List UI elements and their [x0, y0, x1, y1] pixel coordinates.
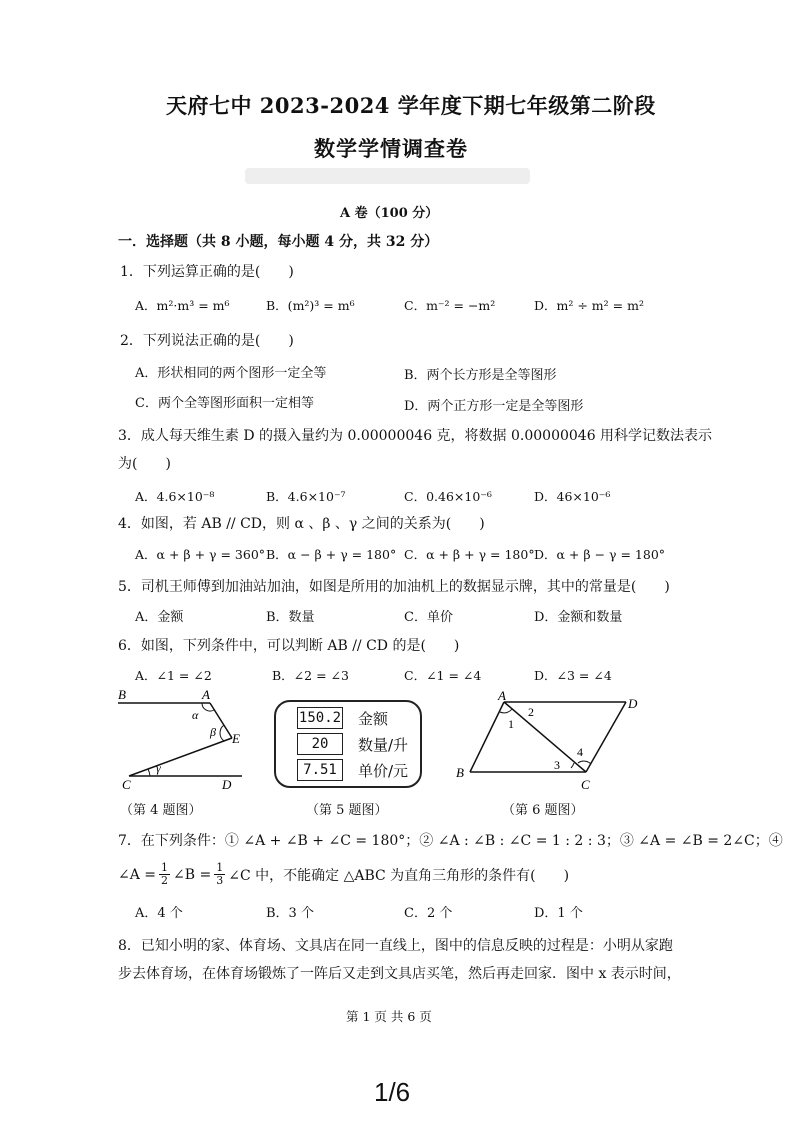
- q7-stem-line1: 7．在下列条件：① ∠A + ∠B + ∠C = 180°；② ∠A : ∠B : ∠C = 1 : 2 : 3；③ ∠A = ∠B = 2∠C；④: [118, 833, 783, 849]
- q2-stem: 2．下列说法正确的是( ): [120, 333, 294, 349]
- q2-option-d: D．两个正方形一定是全等图形: [404, 399, 584, 414]
- fig5-amount-label: 金额: [358, 710, 389, 728]
- q7-condition4-mid: ∠B =: [173, 866, 212, 883]
- fig6-label-angle-2: 2: [528, 705, 534, 719]
- fig6-label-angle-4: 4: [577, 745, 583, 759]
- q4-option-c: C．α + β + γ = 180°: [404, 547, 535, 562]
- q6-option-c: C．∠1 = ∠4: [404, 668, 482, 683]
- q7-option-a: A．4 个: [135, 906, 183, 921]
- q3-stem-line1: 3．成人每天维生素 D 的摄入量约为 0.00000046 克，将数据 0.00000046 用科学记数法表示: [118, 428, 713, 444]
- q8-stem-line1: 8．已知小明的家、体育场、文具店在同一直线上，图中的信息反映的过程是：小明从家跑: [118, 938, 673, 954]
- fig6-label-angle-1: 1: [508, 717, 514, 731]
- q7-stem-line2: [118, 862, 569, 887]
- q5-option-a: A．金额: [135, 610, 184, 625]
- q3-option-c: C．0.46×10⁻⁶: [404, 489, 492, 504]
- q3-option-b: B．4.6×10⁻⁷: [266, 489, 346, 504]
- fig6-label-d: D: [628, 696, 638, 711]
- q5-option-c: C．单价: [404, 610, 453, 625]
- page-info: 第 1 页 共 6 页: [346, 1009, 432, 1024]
- fig4-label-gamma: γ: [156, 761, 161, 775]
- fig6-label-a: A: [498, 688, 506, 703]
- q1-stem: 1．下列运算正确的是( ): [120, 264, 294, 280]
- fig6-label-b: B: [456, 765, 464, 780]
- fig5-quantity-label: 数量/升: [358, 736, 409, 754]
- q4-option-d: D．α + β − γ = 180°: [534, 547, 666, 562]
- fig4-label-c: C: [122, 777, 131, 792]
- fig5-amount-value: 150.2: [297, 707, 343, 729]
- fig5-price-label: 单价/元: [358, 762, 409, 780]
- q7-fraction-third: [214, 862, 225, 887]
- redacted-strip: [245, 168, 530, 184]
- q6-stem: 6．如图，下列条件中，可以判断 AB // CD 的是( ): [118, 638, 460, 654]
- q4-option-b: B．α − β + γ = 180°: [266, 547, 397, 562]
- q6-option-d: D．∠3 = ∠4: [534, 668, 612, 683]
- fig5-caption: （第 5 题图）: [306, 803, 388, 818]
- q2-option-b: B．两个长方形是全等图形: [404, 368, 557, 383]
- q4-option-a: A．α + β + γ = 360°: [135, 547, 266, 562]
- q6-option-a: A．∠1 = ∠2: [135, 668, 212, 683]
- fig4-label-e: E: [232, 731, 240, 746]
- q6-option-b: B．∠2 = ∠3: [272, 668, 349, 683]
- fig6-caption: （第 6 题图）: [502, 803, 584, 818]
- exam-title: 天府七中 2023-2024 学年度下期七年级第二阶段: [166, 93, 656, 118]
- q7-condition4-lhs: ∠A =: [118, 866, 157, 883]
- exam-subtitle: 数学学情调查卷: [314, 136, 468, 161]
- q2-option-a: A．形状相同的两个图形一定全等: [135, 366, 327, 381]
- q1-option-d: D．m² ÷ m² = m²: [534, 298, 644, 313]
- q1-option-b: B．(m²)³ = m⁶: [266, 298, 355, 313]
- section-heading: 一．选择题（共 8 小题，每小题 4 分，共 32 分）: [118, 234, 439, 250]
- fig4-label-b: B: [118, 688, 126, 702]
- q1-option-a: A．m²·m³ = m⁶: [135, 298, 230, 313]
- q1-option-c: C．m⁻² = −m²: [404, 298, 496, 313]
- fig6-label-c: C: [581, 777, 590, 792]
- fig5-quantity-value: 20: [297, 733, 343, 755]
- q7-option-d: D．1 个: [534, 906, 583, 921]
- q4-stem: 4．如图，若 AB // CD，则 α 、β 、γ 之间的关系为( ): [118, 516, 485, 532]
- q7-third-denominator: 3: [216, 874, 224, 887]
- q7-half-denominator: 2: [161, 874, 169, 887]
- q3-option-a: A．4.6×10⁻⁸: [135, 489, 215, 504]
- fig4-label-d: D: [222, 777, 232, 792]
- figure-6-diagram: [450, 688, 650, 800]
- q5-stem: 5．司机王师傅到加油站加油，如图是所用的加油机上的数据显示牌，其中的常量是( ): [118, 579, 670, 595]
- q7-half-numerator: 1: [161, 861, 169, 874]
- q5-option-d: D．金额和数量: [534, 610, 623, 625]
- q7-condition4-rest: ∠C 中，不能确定 △ABC 为直角三角形的条件有( ): [228, 867, 570, 884]
- page-counter: 1/6: [374, 1077, 411, 1107]
- q3-option-d: D．46×10⁻⁶: [534, 489, 611, 504]
- q8-stem-line2: 步去体育场，在体育场锻炼了一阵后又走到文具店买笔，然后再走回家．图中 x 表示时间，: [118, 966, 681, 982]
- fig4-label-beta: β: [210, 725, 216, 739]
- q2-option-c: C．两个全等图形面积一定相等: [135, 396, 314, 411]
- q7-option-b: B．3 个: [266, 906, 314, 921]
- q3-stem-line2: 为( ): [118, 456, 171, 472]
- fig4-label-a: A: [202, 688, 210, 702]
- fig4-caption: （第 4 题图）: [120, 803, 202, 818]
- figure-4-diagram: [112, 688, 252, 800]
- paper-label: A 卷（100 分）: [340, 206, 439, 221]
- q7-option-c: C．2 个: [404, 906, 453, 921]
- fig4-label-alpha: α: [192, 708, 199, 722]
- fig6-label-angle-3: 3: [554, 758, 560, 772]
- q7-fraction-half: [159, 862, 170, 887]
- q7-third-numerator: 1: [216, 861, 224, 874]
- fig5-price-value: 7.51: [297, 759, 343, 781]
- q5-option-b: B．数量: [266, 610, 315, 625]
